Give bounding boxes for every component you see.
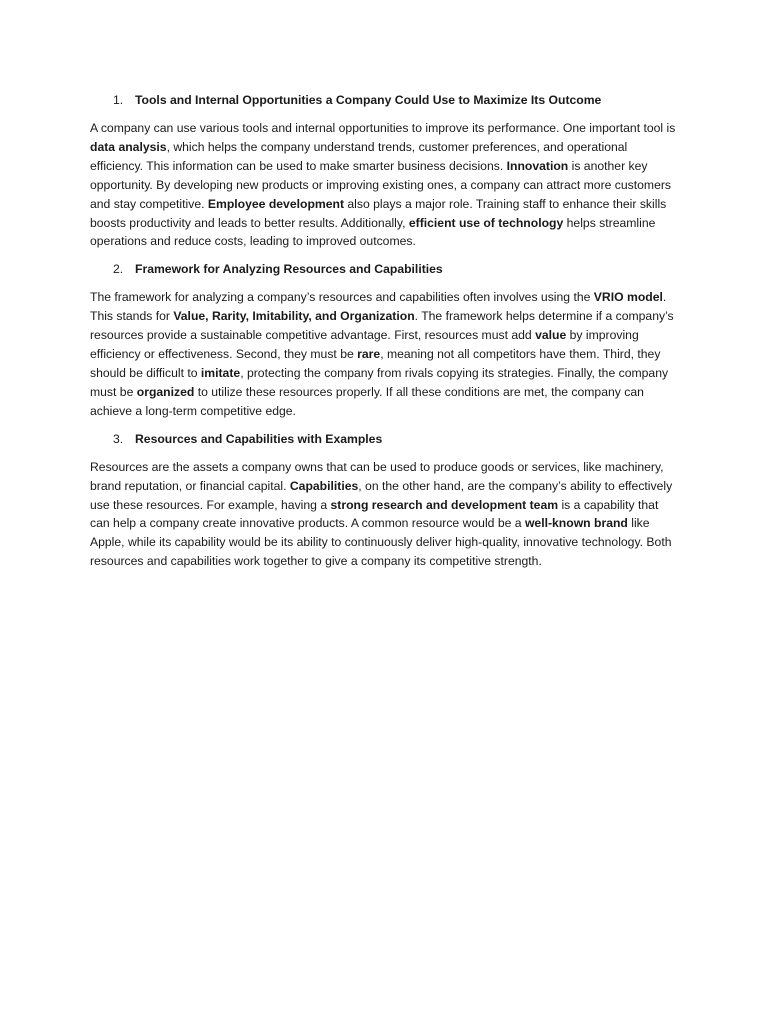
text-run: is another key opportunity. By developing new products or improving existing ones, a company can attract more customers and stay competitive. — [90, 158, 672, 211]
text-run: helps streamline operations and reduce costs, leading to improved outcomes. — [90, 215, 656, 249]
section-heading — [90, 260, 680, 279]
bold-term: value — [535, 328, 567, 343]
section-number: 1. — [113, 93, 124, 107]
section-number: 2. — [113, 262, 124, 277]
section-title: Tools and Internal Opportunities a Company Could Use to Maximize Its Outcome — [135, 93, 602, 107]
section-paragraph — [90, 119, 680, 251]
text-run: The framework for analyzing a company’s resources and capabilities often involves using the — [90, 290, 594, 305]
section-number: 3. — [113, 431, 124, 446]
text-run: by improving efficiency or effectiveness. Second, they must be — [90, 328, 639, 362]
bold-term: efficient use of technology — [408, 215, 564, 230]
section-heading — [90, 91, 680, 110]
text-run: , protecting the company from rivals copying its strategies. Finally, the company must be — [90, 365, 669, 399]
section-title: Framework for Analyzing Resources and Capabilities — [135, 262, 443, 277]
text-run: , meaning not all competitors have them. Third, they should be difficult to — [90, 347, 661, 380]
text-run: Resources are the assets a company owns that can be used to produce goods or services, like machinery, brand reputation, or financial capital. — [90, 459, 664, 493]
bold-term: Innovation — [506, 158, 569, 173]
bold-term: Capabilities — [289, 478, 359, 493]
text-run: , on the other hand, are the company’s ability to effectively use these resources. For example, having a — [90, 478, 673, 512]
text-run: . The framework helps determine if a company’s resources provide a sustainable competitive advantage. First, resources must add — [90, 309, 674, 343]
text-run: A company can use various tools and internal opportunities to improve its performance. One important tool is — [90, 121, 676, 135]
section-heading — [90, 430, 680, 449]
bold-term: strong research and development team — [330, 497, 559, 512]
text-run: , which helps the company understand trends, customer preferences, and operational efficiency. This information can be used to make smarter business decisions. — [90, 139, 628, 173]
bold-term: imitate — [200, 365, 241, 380]
text-run: . This stands for — [90, 290, 667, 324]
text-run: to utilize these resources properly. If all these conditions are met, the company can achieve a long-term competitive edge. — [90, 384, 644, 418]
text-run: also plays a major role. Training staff to enhance their skills boosts productivity and leads to better results. Additionally, — [90, 196, 667, 230]
bold-term: Employee development — [207, 196, 345, 211]
bold-term: data analysis — [90, 139, 167, 154]
bold-term: well-known brand — [524, 516, 628, 531]
document-body — [90, 91, 680, 580]
bold-term: organized — [136, 384, 195, 399]
bold-term: rare — [357, 347, 381, 362]
section-title: Resources and Capabilities with Examples — [135, 431, 383, 446]
bold-term: Value, Rarity, Imitability, and Organization — [173, 309, 415, 324]
section-tools-opportunities — [90, 91, 680, 251]
section-framework — [90, 260, 680, 420]
text-run: like Apple, while its capability would be its ability to continuously deliver high-quality, innovative technology. Both resources and capabilities work together to give a company its competitive strength. — [90, 516, 672, 569]
bold-term: VRIO model — [593, 290, 663, 305]
section-resources-capabilities — [90, 430, 680, 571]
section-paragraph — [90, 458, 680, 571]
text-run: is a capability that can help a company create innovative products. A common resource would be a — [90, 497, 659, 531]
section-paragraph — [90, 288, 680, 420]
